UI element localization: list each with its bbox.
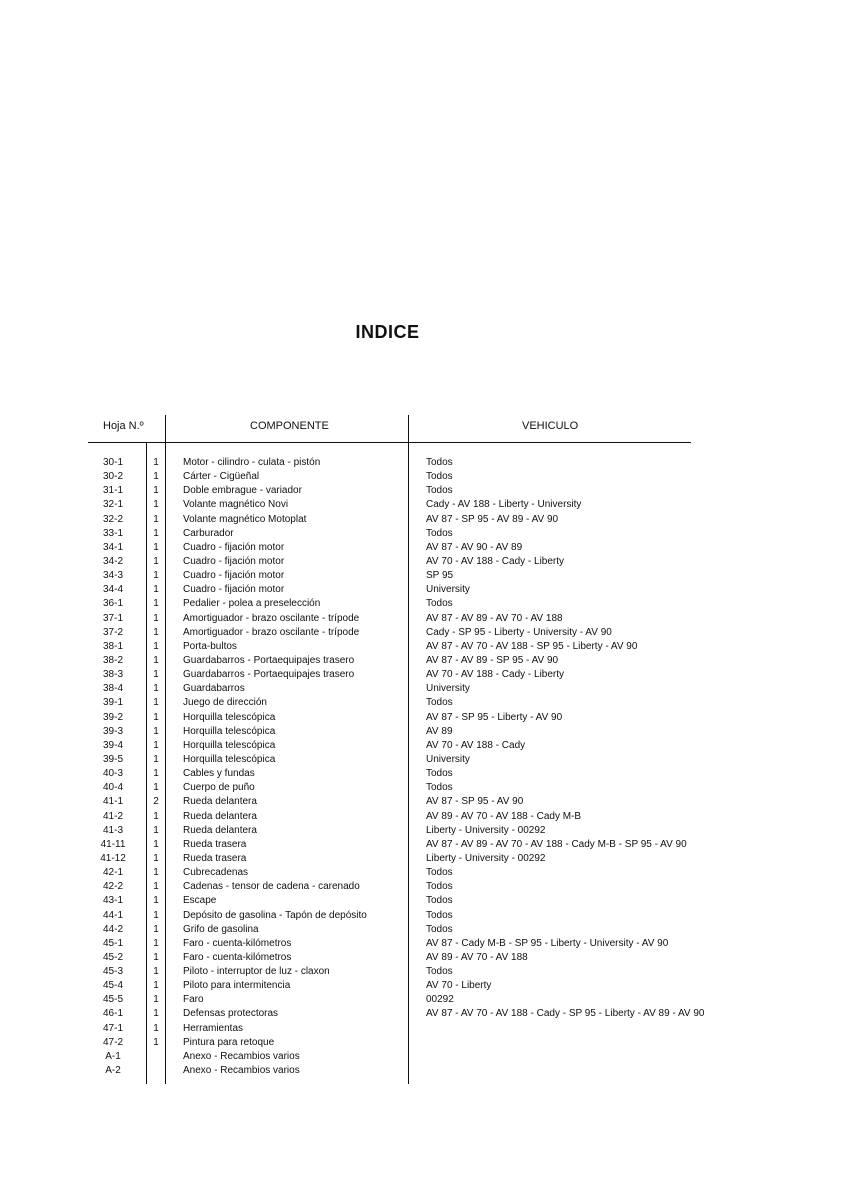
component-name: Horquilla telescópica <box>183 711 276 723</box>
sheet-number: 39-4 <box>102 739 123 751</box>
component-name: Volante magnético Novi <box>183 499 289 511</box>
vehicle-list: AV 70 - AV 188 - Cady - Liberty <box>426 669 565 681</box>
quantity: 1 <box>153 471 159 483</box>
vehicle-list: Todos <box>426 768 453 780</box>
quantity: 1 <box>153 838 159 850</box>
vehicle-list: AV 87 - AV 70 - AV 188 - Cady - SP 95 - Liberty - AV 89 - AV 90 <box>426 1008 705 1020</box>
quantity: 1 <box>153 909 159 921</box>
quantity: 1 <box>153 966 159 978</box>
vehicle-list: AV 87 - AV 89 - AV 70 - AV 188 - Cady M-B - SP 95 - AV 90 <box>426 838 687 850</box>
table-row <box>0 1064 849 1078</box>
component-name: Cuadro - fijación motor <box>183 541 285 553</box>
vehicle-list: AV 87 - AV 70 - AV 188 - SP 95 - Liberty - AV 90 <box>426 640 638 652</box>
table-row <box>0 838 849 852</box>
component-name: Cuerpo de puño <box>183 782 255 794</box>
table-row <box>0 937 849 951</box>
vehicle-list: Todos <box>426 909 453 921</box>
table-row <box>0 470 849 484</box>
component-name: Guardabarros - Portaequipajes trasero <box>183 669 355 681</box>
vehicle-list: AV 87 - AV 90 - AV 89 <box>426 541 523 553</box>
component-name: Cuadro - fijación motor <box>183 555 285 567</box>
quantity: 1 <box>153 697 159 709</box>
sheet-number: 45-3 <box>102 966 123 978</box>
sheet-number: 42-1 <box>102 867 123 879</box>
sheet-number: 36-1 <box>102 598 123 610</box>
table-row <box>0 555 849 569</box>
sheet-number: 45-1 <box>102 937 123 949</box>
component-name: Guardabarros <box>183 683 245 695</box>
sheet-number: 37-2 <box>102 626 123 638</box>
sheet-number: 44-1 <box>102 909 123 921</box>
component-name: Cuadro - fijación motor <box>183 570 285 582</box>
component-name: Rueda delantera <box>183 824 257 836</box>
table-row <box>0 824 849 838</box>
sheet-number: 38-2 <box>102 654 123 666</box>
vehicle-list: Todos <box>426 485 453 497</box>
component-name: Anexo - Recambios varios <box>183 1065 300 1077</box>
vehicle-list: Todos <box>426 867 453 879</box>
component-name: Cables y fundas <box>183 768 255 780</box>
vehicle-list: AV 89 - AV 70 - AV 188 <box>426 951 528 963</box>
table-row <box>0 753 849 767</box>
table-row <box>0 527 849 541</box>
table-row <box>0 696 849 710</box>
table-row <box>0 781 849 795</box>
component-name: Rueda delantera <box>183 796 257 808</box>
index-table-body <box>0 456 849 1078</box>
quantity: 1 <box>153 867 159 879</box>
table-row <box>0 951 849 965</box>
quantity: 1 <box>153 824 159 836</box>
component-name: Horquilla telescópica <box>183 725 276 737</box>
header-rule <box>88 442 691 443</box>
vehicle-list: Todos <box>426 923 453 935</box>
component-name: Faro - cuenta-kilómetros <box>183 951 292 963</box>
component-name: Herramientas <box>183 1022 244 1034</box>
component-name: Pedalier - polea a preselección <box>183 598 321 610</box>
vehicle-list: 00292 <box>426 994 454 1006</box>
vehicle-list: AV 70 - AV 188 - Cady - Liberty <box>426 555 565 567</box>
table-row <box>0 739 849 753</box>
sheet-number: A-1 <box>105 1050 121 1062</box>
component-name: Defensas protectoras <box>183 1008 279 1020</box>
quantity: 1 <box>153 555 159 567</box>
sheet-number: 44-2 <box>102 923 123 935</box>
vehicle-list: AV 89 <box>426 725 453 737</box>
vehicle-list: Todos <box>426 881 453 893</box>
quantity: 1 <box>153 923 159 935</box>
quantity: 1 <box>153 598 159 610</box>
sheet-number: 32-2 <box>102 513 123 525</box>
table-row <box>0 795 849 809</box>
vehicle-list: AV 70 - Liberty <box>426 980 492 992</box>
sheet-number: 45-5 <box>102 994 123 1006</box>
table-row <box>0 852 849 866</box>
sheet-number: 31-1 <box>102 485 123 497</box>
table-row <box>0 979 849 993</box>
quantity: 1 <box>153 640 159 652</box>
sheet-number: 41-12 <box>100 852 126 864</box>
component-name: Piloto - interruptor de luz - claxon <box>183 966 330 978</box>
vehicle-list: Todos <box>426 895 453 907</box>
table-row <box>0 1050 849 1064</box>
component-name: Escape <box>183 895 217 907</box>
component-name: Porta-bultos <box>183 640 237 652</box>
table-row <box>0 498 849 512</box>
sheet-number: 39-2 <box>102 711 123 723</box>
sheet-number: 39-3 <box>102 725 123 737</box>
table-row <box>0 1036 849 1050</box>
table-row <box>0 640 849 654</box>
vehicle-list: Cady - SP 95 - Liberty - University - AV 90 <box>426 626 612 638</box>
sheet-number: 34-1 <box>102 541 123 553</box>
vehicle-list: University <box>426 753 470 765</box>
table-row <box>0 626 849 640</box>
quantity: 1 <box>153 527 159 539</box>
table-row <box>0 668 849 682</box>
sheet-number: 40-4 <box>102 782 123 794</box>
vehicle-list: Todos <box>426 471 453 483</box>
component-name: Faro - cuenta-kilómetros <box>183 937 292 949</box>
quantity: 1 <box>153 1008 159 1020</box>
header-componente: COMPONENTE <box>250 420 329 432</box>
sheet-number: 39-1 <box>102 697 123 709</box>
table-row <box>0 965 849 979</box>
vehicle-list: University <box>426 584 470 596</box>
quantity: 1 <box>153 810 159 822</box>
table-row <box>0 541 849 555</box>
page-title: INDICE <box>355 322 420 342</box>
sheet-number: 38-3 <box>102 669 123 681</box>
quantity: 1 <box>153 626 159 638</box>
table-row <box>0 456 849 470</box>
sheet-number: 41-1 <box>102 796 123 808</box>
component-name: Horquilla telescópica <box>183 739 276 751</box>
quantity: 1 <box>153 980 159 992</box>
sheet-number: 45-4 <box>102 980 123 992</box>
quantity: 1 <box>153 881 159 893</box>
vehicle-list: AV 87 - Cady M-B - SP 95 - Liberty - University - AV 90 <box>426 937 669 949</box>
quantity: 1 <box>153 612 159 624</box>
vehicle-list: AV 87 - AV 89 - AV 70 - AV 188 <box>426 612 563 624</box>
sheet-number: 47-1 <box>102 1022 123 1034</box>
sheet-number: 34-4 <box>102 584 123 596</box>
sheet-number: 41-2 <box>102 810 123 822</box>
vehicle-list: Todos <box>426 966 453 978</box>
header-hoja: Hoja N.º <box>103 420 144 432</box>
table-row <box>0 725 849 739</box>
vehicle-list: AV 89 - AV 70 - AV 188 - Cady M-B <box>426 810 582 822</box>
quantity: 1 <box>153 683 159 695</box>
component-name: Pintura para retoque <box>183 1036 275 1048</box>
quantity: 2 <box>153 796 159 808</box>
quantity: 1 <box>153 951 159 963</box>
vehicle-list: AV 87 - AV 89 - SP 95 - AV 90 <box>426 654 559 666</box>
table-row <box>0 767 849 781</box>
table-row <box>0 612 849 626</box>
vehicle-list: Todos <box>426 598 453 610</box>
component-name: Doble embrague - variador <box>183 485 302 497</box>
sheet-number: 46-1 <box>102 1008 123 1020</box>
quantity: 1 <box>153 1022 159 1034</box>
quantity: 1 <box>153 1036 159 1048</box>
table-row <box>0 810 849 824</box>
component-name: Anexo - Recambios varios <box>183 1050 300 1062</box>
component-name: Guardabarros - Portaequipajes trasero <box>183 654 355 666</box>
table-row <box>0 1022 849 1036</box>
quantity: 1 <box>153 541 159 553</box>
vehicle-list: Todos <box>426 527 453 539</box>
table-row <box>0 993 849 1007</box>
quantity: 1 <box>153 485 159 497</box>
sheet-number: 40-3 <box>102 768 123 780</box>
vehicle-list: AV 87 - SP 95 - AV 89 - AV 90 <box>426 513 559 525</box>
quantity: 1 <box>153 994 159 1006</box>
vehicle-list: AV 87 - SP 95 - Liberty - AV 90 <box>426 711 563 723</box>
component-name: Horquilla telescópica <box>183 753 276 765</box>
table-row <box>0 711 849 725</box>
sheet-number: 45-2 <box>102 951 123 963</box>
sheet-number: 41-11 <box>100 838 126 850</box>
quantity: 1 <box>153 513 159 525</box>
quantity: 1 <box>153 584 159 596</box>
vehicle-list: Todos <box>426 457 453 468</box>
quantity: 1 <box>153 895 159 907</box>
component-name: Grifo de gasolina <box>183 923 259 935</box>
header-vehiculo: VEHICULO <box>522 420 579 432</box>
component-name: Rueda trasera <box>183 838 247 850</box>
sheet-number: 33-1 <box>102 527 123 539</box>
quantity: 1 <box>153 782 159 794</box>
table-row <box>0 1007 849 1021</box>
component-name: Cadenas - tensor de cadena - carenado <box>183 881 360 893</box>
quantity: 1 <box>153 570 159 582</box>
quantity: 1 <box>153 654 159 666</box>
component-name: Piloto para intermitencia <box>183 980 291 992</box>
vehicle-list: Cady - AV 188 - Liberty - University <box>426 499 582 511</box>
component-name: Rueda trasera <box>183 852 247 864</box>
quantity: 1 <box>153 739 159 751</box>
sheet-number: 43-1 <box>102 895 123 907</box>
quantity: 1 <box>153 937 159 949</box>
vehicle-list: University <box>426 683 470 695</box>
sheet-number: 30-2 <box>102 471 123 483</box>
component-name: Cubrecadenas <box>183 867 249 879</box>
vehicle-list: Todos <box>426 697 453 709</box>
vehicle-list: Todos <box>426 782 453 794</box>
table-row <box>0 923 849 937</box>
table-row <box>0 682 849 696</box>
component-name: Carburador <box>183 527 234 539</box>
sheet-number: 37-1 <box>102 612 123 624</box>
vehicle-list: Liberty - University - 00292 <box>426 852 546 864</box>
component-name: Cuadro - fijación motor <box>183 584 285 596</box>
component-name: Amortiguador - brazo oscilante - trípode <box>183 626 360 638</box>
sheet-number: 30-1 <box>102 457 123 468</box>
table-row <box>0 880 849 894</box>
quantity: 1 <box>153 725 159 737</box>
component-name: Faro <box>183 994 204 1006</box>
quantity: 1 <box>153 499 159 511</box>
quantity: 1 <box>153 753 159 765</box>
component-name: Depósito de gasolina - Tapón de depósito <box>183 909 367 921</box>
component-name: Motor - cilindro - culata - pistón <box>183 457 321 468</box>
sheet-number: 32-1 <box>102 499 123 511</box>
vehicle-list: AV 70 - AV 188 - Cady <box>426 739 526 751</box>
table-row <box>0 484 849 498</box>
quantity: 1 <box>153 669 159 681</box>
sheet-number: 41-3 <box>102 824 123 836</box>
table-row <box>0 583 849 597</box>
sheet-number: 42-2 <box>102 881 123 893</box>
table-row <box>0 654 849 668</box>
sheet-number: 39-5 <box>102 753 123 765</box>
table-row <box>0 866 849 880</box>
table-row <box>0 513 849 527</box>
quantity: 1 <box>153 711 159 723</box>
vehicle-list: Liberty - University - 00292 <box>426 824 546 836</box>
sheet-number: 38-1 <box>102 640 123 652</box>
table-row <box>0 909 849 923</box>
component-name: Amortiguador - brazo oscilante - trípode <box>183 612 360 624</box>
table-row <box>0 569 849 583</box>
component-name: Cárter - Cigüeñal <box>183 471 260 483</box>
component-name: Rueda delantera <box>183 810 257 822</box>
component-name: Juego de dirección <box>183 697 267 709</box>
quantity: 1 <box>153 457 159 468</box>
sheet-number: 38-4 <box>102 683 123 695</box>
quantity: 1 <box>153 768 159 780</box>
quantity: 1 <box>153 852 159 864</box>
sheet-number: 47-2 <box>102 1036 123 1048</box>
table-row <box>0 894 849 908</box>
sheet-number: A-2 <box>105 1065 121 1077</box>
sheet-number: 34-3 <box>102 570 123 582</box>
vehicle-list: AV 87 - SP 95 - AV 90 <box>426 796 524 808</box>
vehicle-list: SP 95 <box>426 570 454 582</box>
sheet-number: 34-2 <box>102 555 123 567</box>
table-row <box>0 597 849 611</box>
component-name: Volante magnético Motoplat <box>183 513 307 525</box>
